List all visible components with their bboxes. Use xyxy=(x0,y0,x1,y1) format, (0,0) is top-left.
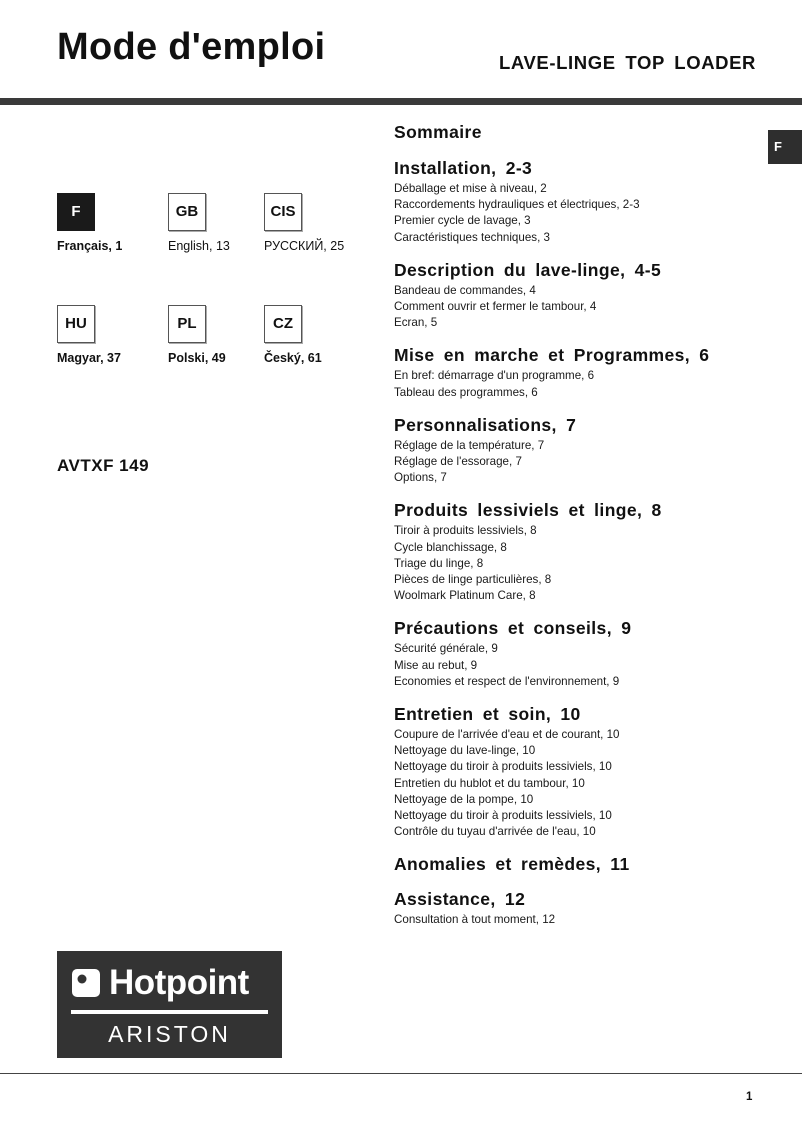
language-label: РУССКИЙ, 25 xyxy=(264,239,345,253)
toc-item[interactable]: Consultation à tout moment, 12 xyxy=(394,913,556,927)
toc-section-heading[interactable]: Mise en marche et Programmes, 6 xyxy=(394,345,710,366)
logo-brand-ariston: ARISTON xyxy=(108,1021,231,1047)
toc-item[interactable]: Ecran, 5 xyxy=(394,316,438,330)
logo-brand-hotpoint: Hotpoint xyxy=(109,963,249,1002)
toc-item[interactable]: Nettoyage du lave-linge, 10 xyxy=(394,744,536,758)
toc-section-heading[interactable]: Description du lave-linge, 4-5 xyxy=(394,259,662,280)
language-code-box[interactable]: F xyxy=(57,193,95,231)
language-label: Český, 61 xyxy=(264,351,322,365)
toc-item-list xyxy=(394,181,766,246)
toc-item[interactable]: Raccordements hydrauliques et électriques, 2-3 xyxy=(394,198,640,212)
page-number: 1 xyxy=(746,1091,753,1103)
toc-item[interactable]: Cycle blanchissage, 8 xyxy=(394,540,507,554)
language-code-box[interactable]: GB xyxy=(168,193,206,231)
language-option-gb[interactable] xyxy=(168,193,278,253)
toc-section-heading[interactable]: Assistance, 12 xyxy=(394,889,526,910)
toc-item[interactable]: Nettoyage de la pompe, 10 xyxy=(394,792,534,806)
language-code-box[interactable]: CZ xyxy=(264,305,302,343)
toc-section xyxy=(394,157,766,246)
toc-section-heading[interactable]: Précautions et conseils, 9 xyxy=(394,618,632,639)
toc-item[interactable]: Nettoyage du tiroir à produits lessiviels, 10 xyxy=(394,760,612,774)
toc-item[interactable]: Déballage et mise à niveau, 2 xyxy=(394,182,547,195)
toc-section-heading[interactable]: Personnalisations, 7 xyxy=(394,414,577,435)
toc-section xyxy=(394,344,766,400)
product-type-title: LAVE-LINGE TOP LOADER xyxy=(499,52,757,73)
toc-item-list xyxy=(394,641,766,690)
model-number: AVTXF 149 xyxy=(57,456,150,475)
toc-section xyxy=(394,853,766,875)
language-code-box[interactable]: PL xyxy=(168,305,206,343)
toc-item[interactable]: Mise au rebut, 9 xyxy=(394,658,478,672)
language-side-tab: F xyxy=(768,130,802,164)
toc-item[interactable]: Comment ouvrir et fermer le tambour, 4 xyxy=(394,300,597,314)
toc-item[interactable]: Nettoyage du tiroir à produits lessiviels, 10 xyxy=(394,809,612,823)
table-of-contents xyxy=(394,122,766,942)
toc-section xyxy=(394,499,766,604)
toc-item[interactable]: Economies et respect de l'environnement, 9 xyxy=(394,674,620,688)
language-label: Polski, 49 xyxy=(168,351,226,365)
page-title: Mode d'emploi xyxy=(57,26,326,68)
toc-title: Sommaire xyxy=(394,122,482,142)
toc-section xyxy=(394,617,766,690)
logo-divider xyxy=(71,1010,268,1014)
language-code-box[interactable]: HU xyxy=(57,305,95,343)
toc-section xyxy=(394,414,766,487)
toc-section xyxy=(394,703,766,840)
toc-section-heading[interactable]: Entretien et soin, 10 xyxy=(394,704,581,725)
language-option-cis[interactable] xyxy=(264,193,374,253)
toc-item-list xyxy=(394,368,766,400)
toc-section xyxy=(394,888,766,928)
language-label: Français, 1 xyxy=(57,239,123,253)
toc-section xyxy=(394,259,766,332)
toc-item[interactable]: Pièces de linge particulières, 8 xyxy=(394,573,552,587)
toc-section-heading[interactable]: Produits lessiviels et linge, 8 xyxy=(394,500,662,521)
toc-item[interactable]: Bandeau de commandes, 4 xyxy=(394,283,536,297)
toc-section-heading[interactable]: Anomalies et remèdes, 11 xyxy=(394,854,630,875)
footer-divider xyxy=(0,1073,802,1074)
toc-item[interactable]: Tiroir à produits lessiviels, 8 xyxy=(394,524,537,538)
toc-item-list xyxy=(394,912,766,928)
language-label: Magyar, 37 xyxy=(57,351,121,365)
toc-item-list xyxy=(394,727,766,840)
toc-item[interactable]: Tableau des programmes, 6 xyxy=(394,385,538,399)
toc-item[interactable]: Triage du linge, 8 xyxy=(394,556,484,570)
hotpoint-ariston-logo xyxy=(57,951,282,1058)
toc-item[interactable]: Options, 7 xyxy=(394,471,447,485)
toc-item[interactable]: Premier cycle de lavage, 3 xyxy=(394,214,531,228)
toc-item-list xyxy=(394,523,766,604)
toc-item[interactable]: Woolmark Platinum Care, 8 xyxy=(394,589,536,603)
toc-item-list xyxy=(394,283,766,332)
language-label: English, 13 xyxy=(168,239,230,253)
toc-item[interactable]: Contrôle du tuyau d'arrivée de l'eau, 10 xyxy=(394,825,596,839)
toc-section-heading[interactable]: Installation, 2-3 xyxy=(394,158,533,178)
toc-item[interactable]: En bref: démarrage d'un programme, 6 xyxy=(394,369,595,383)
toc-sections xyxy=(394,157,766,929)
toc-item[interactable]: Réglage de la température, 7 xyxy=(394,438,545,452)
toc-item[interactable]: Caractéristiques techniques, 3 xyxy=(394,230,550,244)
language-option-hu[interactable] xyxy=(57,305,167,365)
hotpoint-logo-icon xyxy=(71,968,101,998)
language-option-cz[interactable] xyxy=(264,305,374,365)
toc-item[interactable]: Réglage de l'essorage, 7 xyxy=(394,455,522,469)
toc-item-list xyxy=(394,438,766,487)
language-option-fr[interactable] xyxy=(57,193,167,253)
toc-item[interactable]: Coupure de l'arrivée d'eau et de courant, 10 xyxy=(394,728,620,742)
language-code-box[interactable]: CIS xyxy=(264,193,302,231)
header-divider xyxy=(0,98,802,105)
toc-item[interactable]: Entretien du hublot et du tambour, 10 xyxy=(394,776,585,790)
toc-item[interactable]: Sécurité générale, 9 xyxy=(394,642,498,656)
language-option-pl[interactable] xyxy=(168,305,278,365)
